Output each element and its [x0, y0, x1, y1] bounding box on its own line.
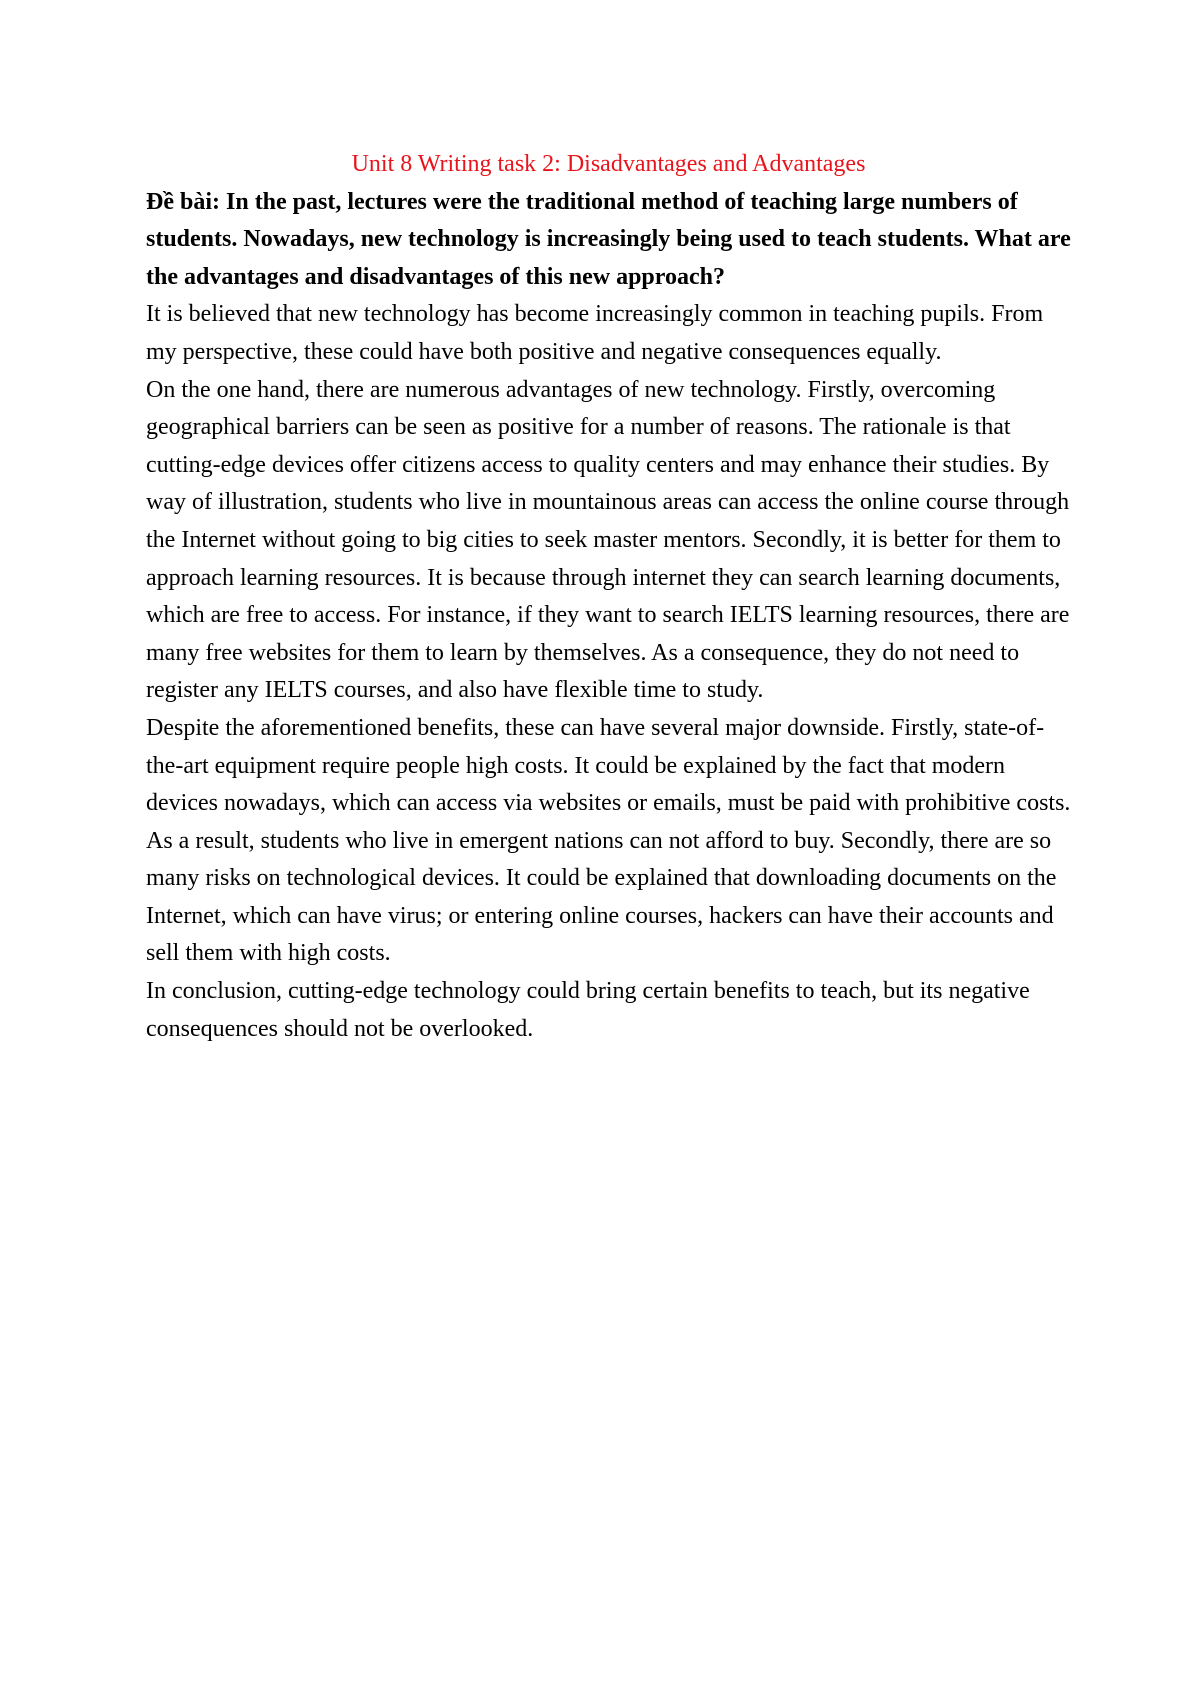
paragraph-disadvantages: Despite the aforementioned benefits, these can have several major downside. Firstly, state-of-the-art equipment require people high costs. It could be explained by the fact that modern devices nowadays, which can access via websites or emails, must be paid with prohibitive costs. As a result, students who live in emergent nations can not afford to buy. Secondly, there are so many risks on technological devices. It could be explained that downloading documents on the Internet, which can have virus; or entering online courses, hackers can have their accounts and sell them with high costs.: [146, 714, 1071, 967]
prompt-text: In the past, lectures were the traditional method of teaching large numbers of students. Nowadays, new technology is increasingly being used to teach students. What are the advantages and disadvantages of this new approach?: [146, 188, 1071, 290]
task-prompt: [146, 184, 1071, 297]
prompt-label: Đề bài:: [146, 188, 220, 215]
document-body: [146, 146, 1071, 1048]
paragraph-conclusion: In conclusion, cutting-edge technology could bring certain benefits to teach, but its negative consequences should not be overlooked.: [146, 978, 1030, 1042]
paragraph-advantages: On the one hand, there are numerous advantages of new technology. Firstly, overcoming geographical barriers can be seen as positive for a number of reasons. The rationale is that cutting-edge devices offer citizens access to quality centers and may enhance their studies. By way of illustration, students who live in mountainous areas can access the online course through the Internet without going to big cities to seek master mentors. Secondly, it is better for them to approach learning resources. It is because through internet they can search learning documents, which are free to access. For instance, if they want to search IELTS learning resources, there are many free websites for them to learn by themselves. As a consequence, they do not need to register any IELTS courses, and also have flexible time to study.: [146, 376, 1070, 704]
document-title: Unit 8 Writing task 2: Disadvantages and Advantages: [351, 151, 866, 177]
paragraph-introduction: It is believed that new technology has become increasingly common in teaching pupils. From my perspective, these could have both positive and negative consequences equally.: [146, 301, 1044, 365]
